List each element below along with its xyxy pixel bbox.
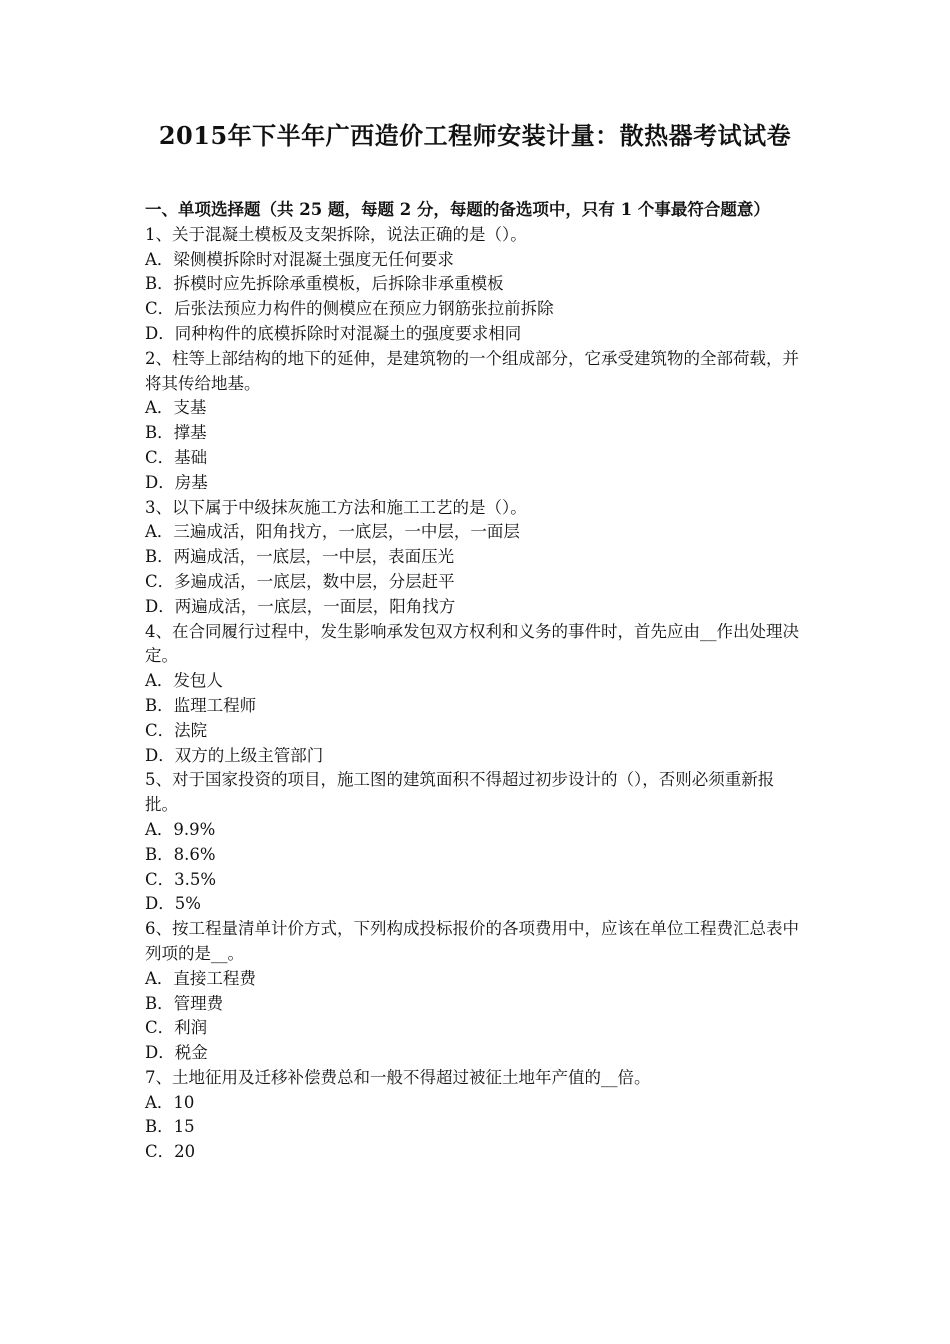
option-b: B．8.6%: [145, 844, 216, 864]
option-b: B．两遍成活，一底层，一中层，表面压光: [145, 547, 455, 567]
option-a: A．发包人: [145, 671, 223, 691]
option-b: B．监理工程师: [145, 695, 257, 715]
question-4: [145, 620, 807, 769]
question-5: [145, 768, 807, 917]
option-d: D．税金: [145, 1043, 208, 1063]
document-title: 2015年下半年广西造价工程师安装计量：散热器考试试卷: [158, 121, 792, 150]
option-c: C．基础: [145, 447, 208, 467]
question-7: [145, 1066, 807, 1165]
question-6: [145, 917, 807, 1066]
option-c: C．后张法预应力构件的侧模应在预应力钢筋张拉前拆除: [145, 299, 554, 319]
question-stem: 3、以下属于中级抹灰施工方法和施工工艺的是（）。: [145, 497, 527, 517]
option-d: D．双方的上级主管部门: [145, 745, 324, 765]
option-a: A．三遍成活，阳角找方，一底层，一中层，一面层: [145, 522, 520, 542]
question-stem: 4、在合同履行过程中，发生影响承发包双方权利和义务的事件时，首先应由__作出处理决定。: [145, 621, 799, 666]
question-stem: 1、关于混凝土模板及支架拆除，说法正确的是（）。: [145, 224, 527, 244]
question-3: [145, 496, 807, 620]
question-stem: 7、土地征用及迁移补偿费总和一般不得超过被征土地年产值的__倍。: [145, 1067, 651, 1087]
option-d: D．两遍成活，一底层，一面层，阳角找方: [145, 596, 456, 616]
option-c: C．3.5%: [145, 869, 217, 889]
option-a: A．梁侧模拆除时对混凝土强度无任何要求: [145, 249, 454, 269]
option-b: B．撑基: [145, 423, 207, 443]
option-c: C．法院: [145, 720, 208, 740]
option-d: D．房基: [145, 472, 208, 492]
question-stem: 5、对于国家投资的项目，施工图的建筑面积不得超过初步设计的（），否则必须重新报批。: [145, 770, 775, 815]
option-c: C．利润: [145, 1018, 208, 1038]
option-b: B．拆模时应先拆除承重模板，后拆除非承重模板: [145, 274, 504, 294]
option-a: A．9.9%: [145, 819, 216, 839]
question-stem: 6、按工程量清单计价方式，下列构成投标报价的各项费用中，应该在单位工程费汇总表中列项的是__。: [145, 919, 799, 963]
document-body: [145, 198, 807, 1165]
option-b: B．15: [145, 1117, 195, 1137]
question-stem: 2、柱等上部结构的地下的延伸，是建筑物的一个组成部分，它承受建筑物的全部荷载，并将其传给地基。: [145, 348, 799, 393]
question-1: [145, 223, 807, 347]
option-c: C．多遍成活，一底层，数中层，分层赶平: [145, 571, 455, 591]
section-header: 一、单项选择题（共 25 题，每题 2 分，每题的备选项中，只有 1 个事最符合题意）: [145, 200, 770, 219]
option-a: A．直接工程费: [145, 968, 256, 988]
question-2: [145, 347, 807, 496]
option-d: D．同种构件的底模拆除时对混凝土的强度要求相同: [145, 323, 522, 343]
option-a: A．10: [145, 1092, 195, 1112]
option-c: C．20: [145, 1142, 196, 1162]
option-b: B．管理费: [145, 993, 224, 1013]
option-d: D．5%: [145, 894, 201, 914]
option-a: A．支基: [145, 398, 207, 418]
